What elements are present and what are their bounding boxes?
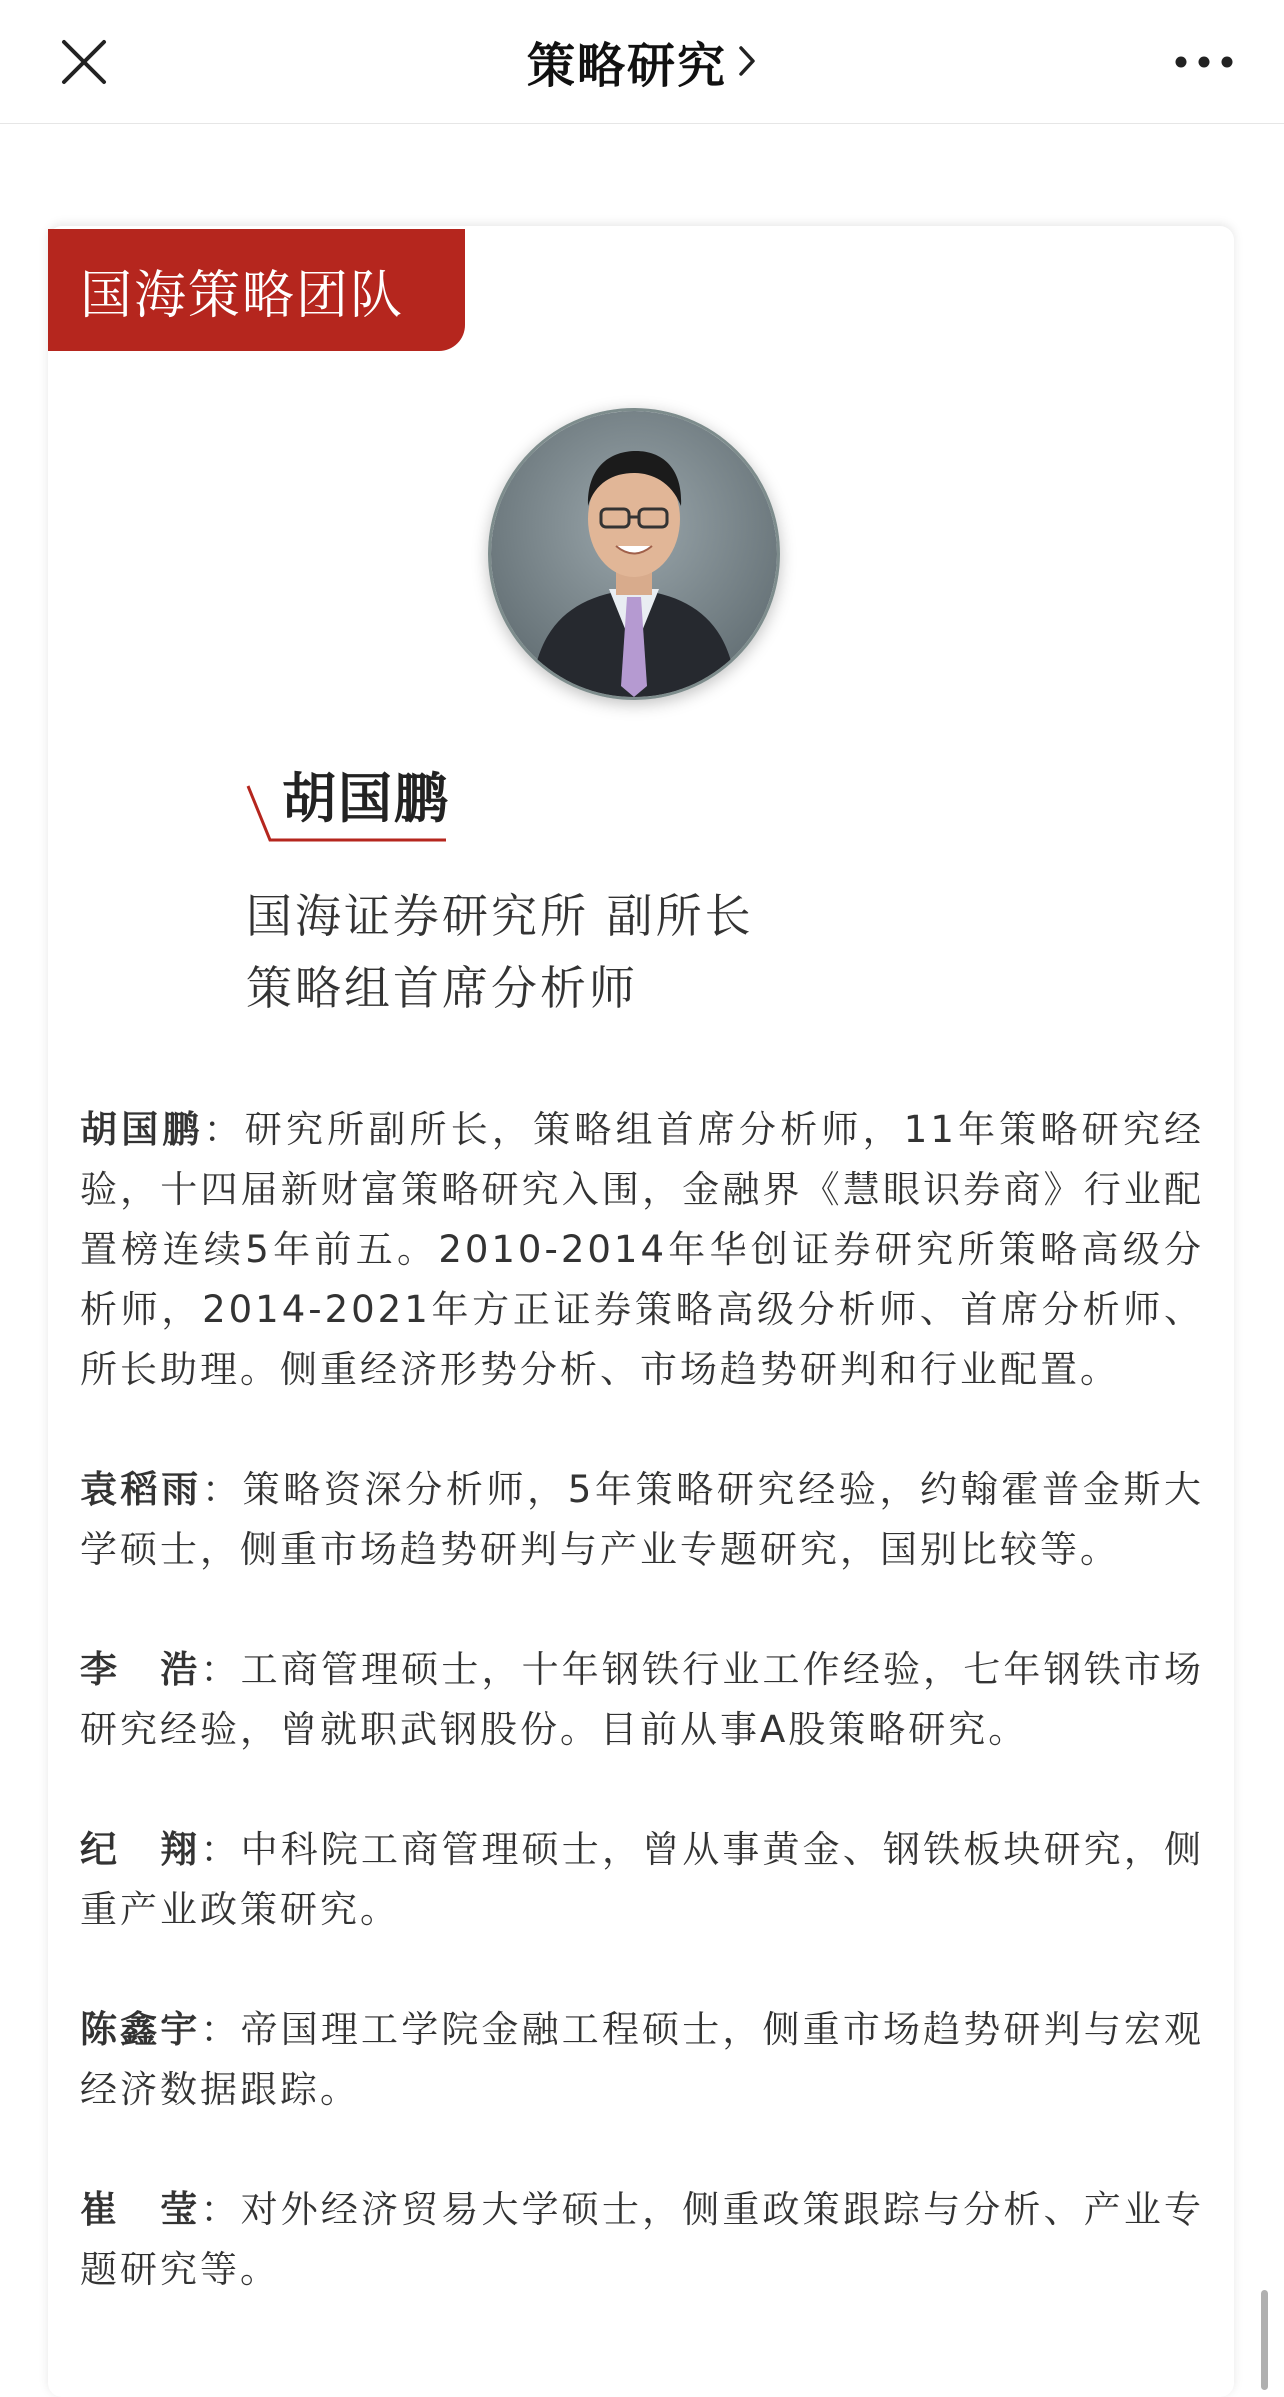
more-horizontal-icon	[1174, 55, 1234, 69]
member-bios	[80, 1100, 1204, 2360]
chevron-right-icon	[737, 44, 757, 78]
scrollbar[interactable]	[1261, 2290, 1268, 2390]
profile-title-line-1: 国海证券研究所 副所长	[246, 889, 754, 943]
top-nav-bar	[0, 0, 1284, 124]
bio-name: 陈鑫宇	[80, 2008, 201, 2051]
bio-paragraph: 袁稻雨：策略资深分析师，5年策略研究经验，约翰霍普金斯大学硕士，侧重市场趋势研判与产业专题研究，国别比较等。	[80, 1468, 1205, 1571]
bio-paragraph: 胡国鹏：研究所副所长，策略组首席分析师，11年策略研究经验，十四届新财富策略研究入围，金融界《慧眼识券商》行业配置榜连续5年前五。2010-2014年华创证券研究所策略高级分析师，2014-2021年方正证券策略高级分析师、首席分析师、所长助理。侧重经济形势分析、市场趋势研判和行业配置。	[80, 1108, 1205, 1391]
profile-title-line-2: 策略组首席分析师	[246, 961, 638, 1015]
bio-text: 策略资深分析师，5年策略研究经验，约翰霍普金斯大学硕士，侧重市场趋势研判与产业专题研究，国别比较等。	[80, 1468, 1205, 1571]
account-title-link[interactable]	[0, 26, 1284, 96]
bio-text: 工商管理硕士，十年钢铁行业工作经验，七年钢铁市场研究经验，曾就职武钢股份。目前从事A股策略研究。	[80, 1648, 1205, 1751]
bio-text: 研究所副所长，策略组首席分析师，11年策略研究经验，十四届新财富策略研究入围，金融界《慧眼识券商》行业配置榜连续5年前五。2010-2014年华创证券研究所策略高级分析师，2014-2021年方正证券策略高级分析师、首席分析师、所长助理。侧重经济形势分析、市场趋势研判和行业配置。	[80, 1108, 1205, 1391]
page-title: 策略研究	[526, 37, 727, 94]
profile-titles	[246, 880, 754, 1024]
bio-text: 帝国理工学院金融工程硕士，侧重市场趋势研判与宏观经济数据跟踪。	[80, 2008, 1205, 2111]
bio-paragraph: 陈鑫宇：帝国理工学院金融工程硕士，侧重市场趋势研判与宏观经济数据跟踪。	[80, 2008, 1205, 2111]
bio-name: 崔 莹	[80, 2188, 201, 2231]
bio-text: 对外经济贸易大学硕士，侧重政策跟踪与分析、产业专题研究等。	[80, 2188, 1205, 2291]
team-banner: 国海策略团队	[48, 229, 465, 351]
profile-name: 胡国鹏	[282, 767, 450, 830]
more-button[interactable]	[1164, 30, 1244, 94]
avatar[interactable]	[488, 408, 780, 700]
bio-name: 李 浩	[80, 1648, 201, 1691]
bio-text: 中科院工商管理硕士，曾从事黄金、钢铁板块研究，侧重产业政策研究。	[80, 1828, 1205, 1931]
bio-name: 胡国鹏	[80, 1108, 204, 1151]
bio-name: 袁稻雨	[80, 1468, 202, 1511]
bio-paragraph: 李 浩：工商管理硕士，十年钢铁行业工作经验，七年钢铁市场研究经验，曾就职武钢股份。目前从事A股策略研究。	[80, 1648, 1205, 1751]
bio-paragraph: 纪 翔：中科院工商管理硕士，曾从事黄金、钢铁板块研究，侧重产业政策研究。	[80, 1828, 1205, 1931]
bio-name: 纪 翔	[80, 1828, 201, 1871]
bio-paragraph: 崔 莹：对外经济贸易大学硕士，侧重政策跟踪与分析、产业专题研究等。	[80, 2188, 1205, 2291]
